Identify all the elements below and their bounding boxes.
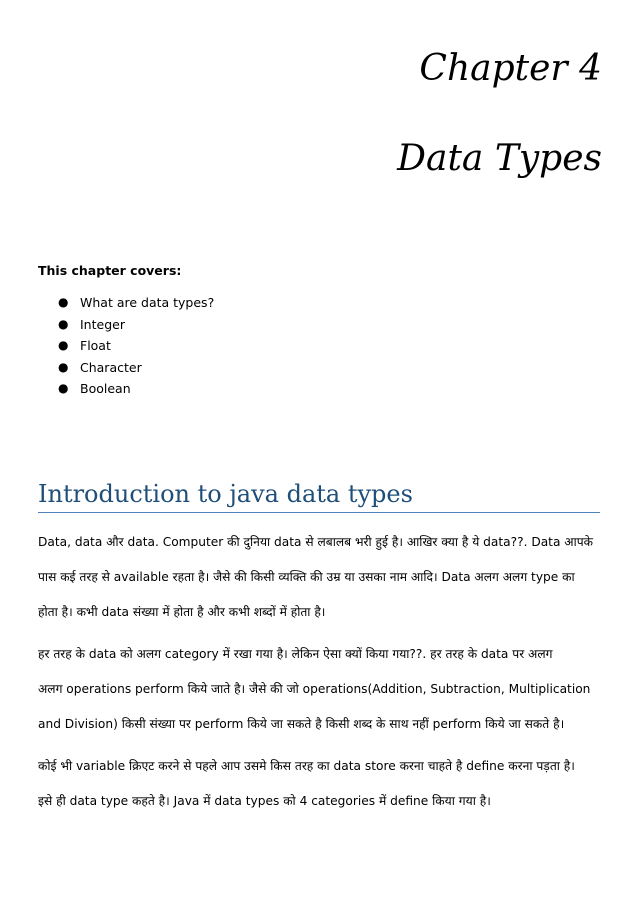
paragraph-line: कोई भी variable क्रिएट करने से पहले आप उसमे किस तरह का data store करना चाहते है define करना पड़ता है।	[38, 759, 575, 773]
section-divider	[38, 512, 600, 513]
list-item-text: Boolean	[80, 381, 131, 397]
bullet-icon: ●	[58, 295, 69, 309]
section-heading: Introduction to java data types	[38, 480, 413, 508]
paragraph	[38, 637, 613, 742]
paragraph-line: होता है। कभी data संख्या में होता है और कभी शब्दों में होता है।	[38, 605, 326, 619]
bullet-icon: ●	[58, 316, 69, 331]
chapter-title: Data Types	[397, 138, 602, 179]
paragraph	[38, 749, 613, 819]
paragraph-line: Data, data और data. Computer की दुनिया data से लबालब भरी हुई है। आखिर क्या है ये data??. Data आपके	[38, 535, 594, 549]
paragraph	[38, 525, 613, 630]
paragraph-line: and Division) किसी संख्या पर perform किये जा सकते है किसी शब्द के साथ नहीं perform किये जा सकते है।	[38, 717, 565, 731]
bullet-icon: ●	[58, 381, 69, 396]
list-item-text: What are data types?	[80, 295, 215, 310]
paragraph-line: हर तरह के data को अलग category में रखा गया है। लेकिन ऐसा क्यों किया गया??. हर तरह के data पर अलग	[38, 647, 553, 661]
list-item-text: Character	[80, 359, 142, 375]
paragraph-line: इसे ही data type कहते है। Java में data types को 4 categories में define किया गया है।	[38, 794, 491, 808]
chapter-number: Chapter 4	[419, 48, 602, 89]
list-item-text: Float	[80, 338, 111, 354]
bullet-icon: ●	[58, 359, 69, 374]
bullet-icon: ●	[58, 338, 69, 353]
covers-label: This chapter covers:	[38, 263, 182, 278]
paragraph-line: पास कई तरह से available रहता है। जैसे की किसी व्यक्ति की उम्र या उसका नाम आदि। Data अलग अलग type का	[38, 570, 575, 584]
list-item-text: Integer	[80, 316, 125, 332]
paragraph-line: अलग operations perform किये जाते है। जैसे की जो operations(Addition, Subtraction, Multiplication	[38, 682, 591, 696]
